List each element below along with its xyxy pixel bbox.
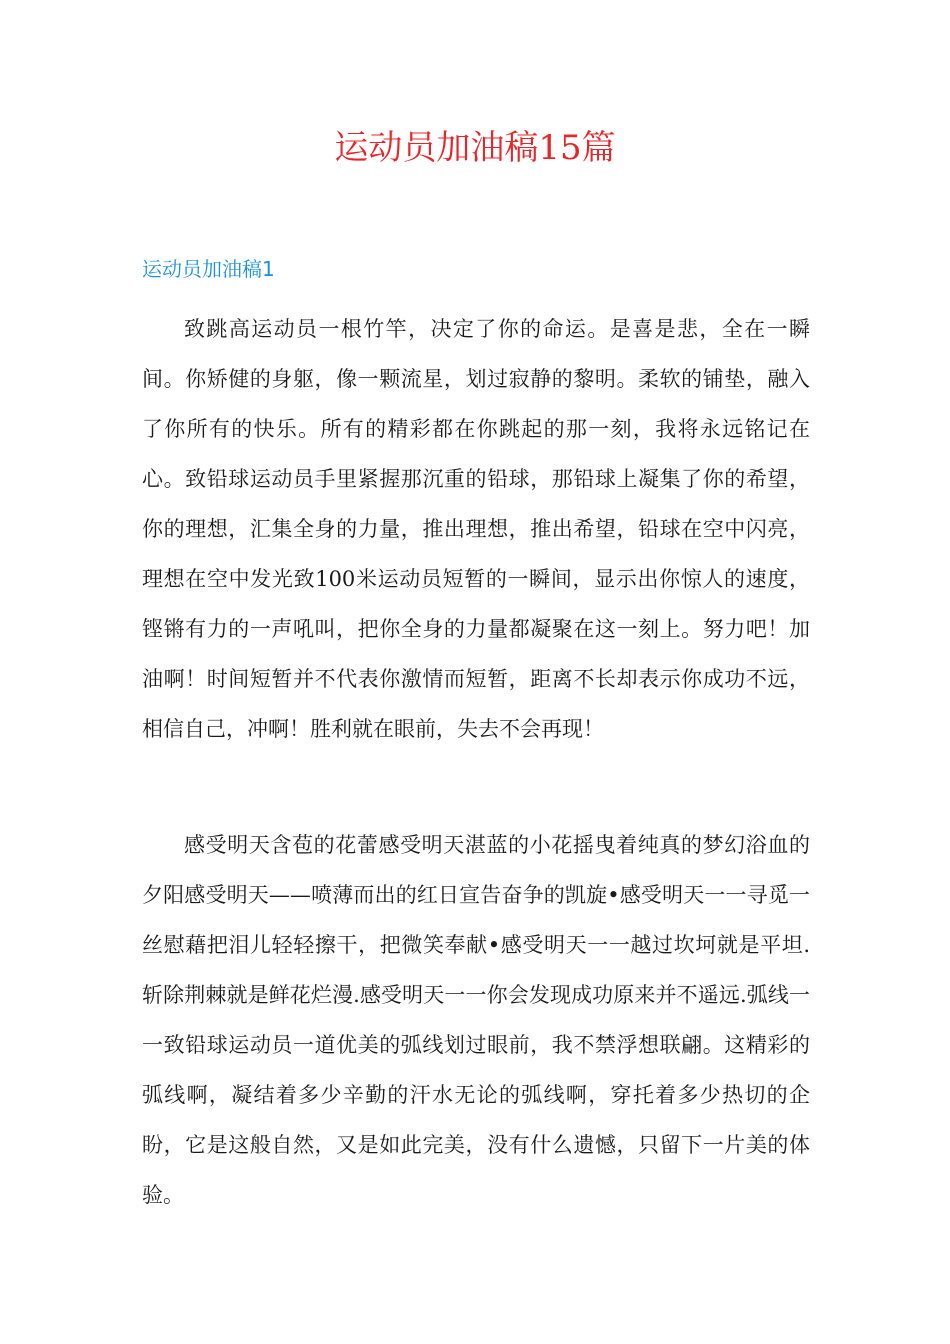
body-paragraph-2: 感受明天含苞的花蕾感受明天湛蓝的小花摇曳着纯真的梦幻浴血的夕阳感受明天——喷薄而出的红日宣告奋争的凯旋•感受明天一一寻觅一丝慰藉把泪儿轻轻擦干，把微笑奉献•感受明天一一越过坎坷就是平坦.斩除荆棘就是鲜花烂漫.感受明天一一你会发现成功原来并不遥远.弧线一一致铅球运动员一道优美的弧线划过眼前，我不禁浮想联翩。这精彩的弧线啊，凝结着多少辛勤的汗水无论的弧线啊，穿托着多少热切的企盼，它是这般自然，又是如此完美，没有什么遗憾，只留下一片美的体验。 bbox=[142, 833, 810, 1207]
section-heading: 运动员加油稿1 bbox=[142, 257, 275, 281]
document-title: 运动员加油稿15篇 bbox=[334, 128, 616, 168]
body-paragraph-1: 致跳高运动员一根竹竿，决定了你的命运。是喜是悲，全在一瞬间。你矫健的身躯，像一颗流星，划过寂静的黎明。柔软的铺垫，融入了你所有的快乐。所有的精彩都在你跳起的那一刻，我将永远铭记在心。致铅球运动员手里紧握那沉重的铅球，那铅球上凝集了你的希望，你的理想，汇集全身的力量，推出理想，推出希望，铅球在空中闪亮，理想在空中发光致100米运动员短暂的一瞬间，显示出你惊人的速度，铿锵有力的一声吼叫，把你全身的力量都凝聚在这一刻上。努力吧！加油啊！时间短暂并不代表你激情而短暂，距离不长却表示你成功不远，相信自己，冲啊！胜利就在眼前，失去不会再现！ bbox=[142, 317, 810, 741]
